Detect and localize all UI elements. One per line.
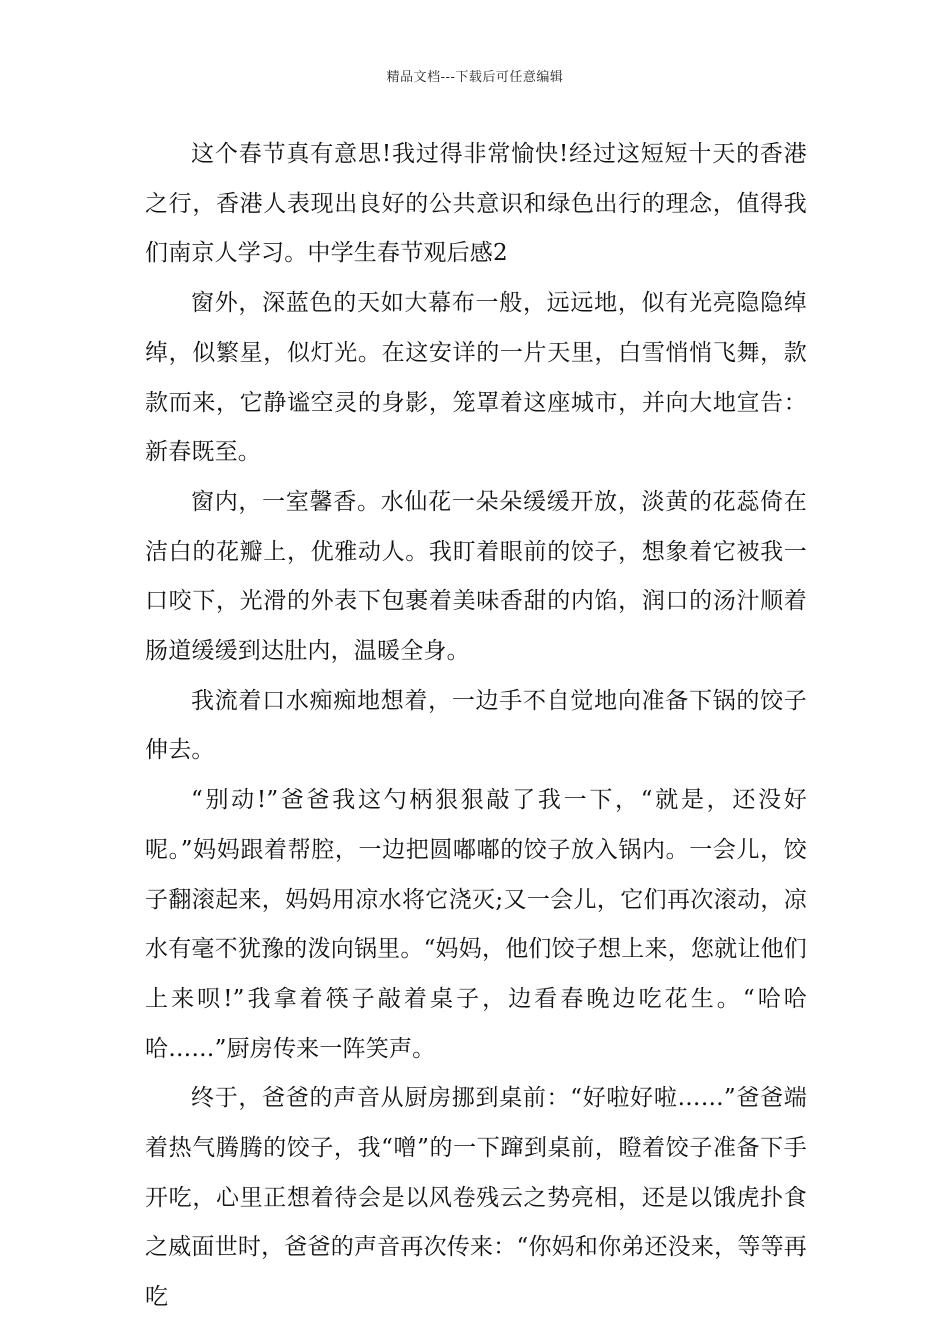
paragraph-2: 窗外，深蓝色的天如大幕布一般，远远地，似有光亮隐隐绰绰，似繁星，似灯光。在这安详的一片天里，白雪悄悄飞舞，款款而来，它静谧空灵的身影，笼罩着这座城市，并向大地宣告：新春既至。 xyxy=(145,290,807,466)
paragraph-6: 终于，爸爸的声音从厨房挪到桌前：“好啦好啦……”爸爸端着热气腾腾的饺子，我“噌”的一下蹿到桌前，瞪着饺子准备下手开吃，心里正想着待会是以风卷残云之势亮相，还是以饿虎扑食之威面世时，爸爸的声音再次传来：“你妈和你弟还没来，等等再吃 xyxy=(145,1085,807,1311)
paragraph-4: 我流着口水痴痴地想着，一边手不自觉地向准备下锅的饺子伸去。 xyxy=(145,687,807,764)
paragraph-5: “别动!”爸爸我这勺柄狠狠敲了我一下，“就是，还没好呢。”妈妈跟着帮腔，一边把圆嘟嘟的饺子放入锅内。一会儿，饺子翻滚起来，妈妈用凉水将它浇灭;又一会儿，它们再次滚动，凉水有毫不犹豫的泼向锅里。“妈妈，他们饺子想上来，您就让他们上来呗!”我拿着筷子敲着桌子，边看春晚边吃花生。“哈哈哈……”厨房传来一阵笑声。 xyxy=(145,787,807,1062)
page-header: 精品文档---下载后可任意编辑 xyxy=(386,70,564,85)
paragraph-3: 窗内，一室馨香。水仙花一朵朵缓缓开放，淡黄的花蕊倚在洁白的花瓣上，优雅动人。我盯着眼前的饺子，想象着它被我一口咬下，光滑的外表下包裹着美味香甜的内馅，润口的汤汁顺着肠道缓缓到达肚内，温暖全身。 xyxy=(145,488,807,665)
paragraph-1: 这个春节真有意思!我过得非常愉快!经过这短短十天的香港之行，香港人表现出良好的公共意识和绿色出行的理念，值得我们南京人学习。中学生春节观后感2 xyxy=(145,141,807,267)
document-body xyxy=(145,130,807,1323)
